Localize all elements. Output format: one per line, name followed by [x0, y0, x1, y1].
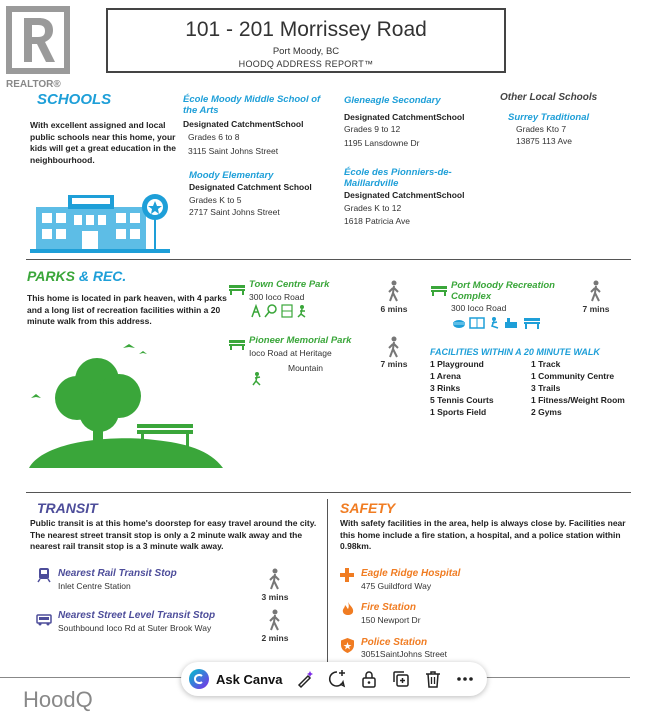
- park-bench-icon-2: [229, 337, 245, 355]
- park-pioneer-memorial-address-2: Mountain: [288, 363, 323, 373]
- park-town-centre-address: 300 Ioco Road: [249, 292, 305, 302]
- park-bench-icon-3: [431, 283, 447, 301]
- canva-toolbar: [181, 662, 487, 696]
- hospital-address: 475 Guildford Way: [361, 581, 432, 591]
- facilities-title: FACILITIES WITHIN A 20 MINUTE WALK: [430, 347, 600, 357]
- facilities-right-list: [531, 358, 625, 418]
- school-pionniers-grades: Grades K to 12: [344, 203, 402, 213]
- other-schools-title: Other Local Schools: [500, 92, 598, 103]
- walk-icon-rail: [268, 568, 282, 595]
- walk-icon-street: [268, 609, 282, 636]
- park-pioneer-amenity-icon: [251, 372, 263, 391]
- street-transit-name[interactable]: Nearest Street Level Transit Stop: [58, 610, 216, 621]
- school-moody-elementary-grades: Grades K to 5: [189, 195, 242, 205]
- school-moody-elementary-name[interactable]: Moody Elementary: [189, 170, 274, 181]
- school-building-icon: [28, 185, 178, 255]
- park-recreation-complex-address: 300 Ioco Road: [451, 303, 507, 313]
- safety-title: SAFETY: [340, 500, 396, 516]
- school-moody-middle-address: 3115 Saint Johns Street: [188, 146, 279, 156]
- park-tree-bench-icon: [25, 340, 225, 470]
- school-surrey-traditional-address: 13875 113 Ave: [516, 136, 572, 146]
- duplicate-icon[interactable]: [391, 669, 411, 689]
- facility-item: 5 Tennis Courts: [430, 395, 494, 405]
- address-header: [106, 8, 506, 73]
- divider-schools: [26, 259, 631, 260]
- walk-time-pioneer-memorial: 7 mins: [380, 359, 408, 369]
- ask-canva-label: Ask Canva: [216, 671, 283, 687]
- school-surrey-traditional-name[interactable]: Surrey Traditional: [508, 112, 590, 123]
- street-transit-place: Southbound Ioco Rd at Suter Brook Way: [58, 623, 212, 633]
- school-moody-elementary-type: Designated Catchment School: [189, 182, 312, 192]
- add-comment-icon[interactable]: [327, 669, 347, 689]
- transit-title: TRANSIT: [37, 500, 98, 516]
- fire-station-name[interactable]: Fire Station: [361, 602, 417, 613]
- school-moody-middle-grades: Grades 6 to 8: [188, 132, 240, 142]
- school-moody-elementary-address: 2717 Saint Johns Street: [189, 207, 280, 217]
- facility-item: 1 Arena: [430, 371, 461, 381]
- transit-intro: Public transit is at this home's doorstep for easy travel around the city. The nearest street transit stop is only a 2 minute walk away and the nearest rail transit stop is a 3 minute walk away.: [30, 518, 317, 551]
- parks-title-a: PARKS: [27, 268, 75, 284]
- rail-transit-place: Inlet Centre Station: [58, 581, 131, 591]
- walk-icon-recreation-complex: [589, 280, 603, 307]
- walk-icon-town-centre: [387, 280, 401, 307]
- divider-parks: [26, 492, 631, 493]
- walk-time-street: 2 mins: [261, 633, 289, 643]
- schools-title: SCHOOLS: [37, 91, 112, 108]
- report-label: HOODQ ADDRESS REPORT™: [238, 59, 374, 69]
- school-gleneagle-type: Designated CatchmentSchool: [344, 112, 465, 122]
- school-moody-middle-name[interactable]: École Moody Middle School of the Arts: [183, 94, 321, 116]
- fire-station-address: 150 Newport Dr: [361, 615, 421, 625]
- school-moody-middle-type: Designated CatchmentSchool: [183, 119, 304, 129]
- rail-transit-name[interactable]: Nearest Rail Transit Stop: [58, 568, 177, 579]
- realtor-label: REALTOR®: [6, 79, 61, 90]
- trash-icon[interactable]: [423, 669, 443, 689]
- school-gleneagle-grades: Grades 9 to 12: [344, 124, 401, 134]
- park-illustration: [25, 340, 225, 470]
- magic-pen-icon[interactable]: [295, 669, 315, 689]
- fire-icon: [342, 602, 354, 622]
- safety-intro: With safety facilities in the area, help is always close by. Facilities near this home include a fire station, a hospital, and a police station within 0.98km.: [340, 518, 626, 551]
- train-icon: [37, 567, 51, 588]
- address-city: Port Moody, BC: [272, 46, 340, 57]
- facility-item: 1 Fitness/Weight Room: [531, 395, 625, 405]
- park-bench-icon-1: [229, 282, 245, 300]
- walk-time-rail: 3 mins: [261, 592, 289, 602]
- hospital-name[interactable]: Eagle Ridge Hospital: [361, 568, 461, 579]
- facilities-left-list: [430, 358, 494, 418]
- facility-item: 2 Gyms: [531, 407, 562, 417]
- hoodq-logo: HoodQ: [23, 687, 93, 712]
- school-pionniers-name[interactable]: École des Pionniers-de-Maillardville: [344, 167, 452, 189]
- parks-title-b: & REC.: [74, 268, 127, 284]
- police-badge-icon: [341, 638, 354, 658]
- divider-vertical: [327, 499, 328, 671]
- school-pionniers-type: Designated CatchmentSchool: [344, 190, 465, 200]
- bus-icon: [36, 613, 52, 631]
- walk-time-recreation-complex: 7 mins: [582, 304, 610, 314]
- park-pioneer-memorial-address: Ioco Road at Heritage: [249, 348, 332, 358]
- facility-item: 1 Track: [531, 359, 561, 369]
- schools-intro: With excellent assigned and local public schools near this home, your kids will get a great education in the neighbourhood.: [30, 120, 176, 165]
- school-pionniers-address: 1618 Patricia Ave: [344, 216, 410, 226]
- school-illustration: [28, 185, 178, 255]
- park-pioneer-memorial-name[interactable]: Pioneer Memorial Park: [249, 335, 352, 346]
- recreation-amenity-icons: [452, 316, 542, 335]
- more-options-icon[interactable]: [455, 669, 475, 689]
- canva-logo-icon: [189, 669, 209, 689]
- realtor-logo: [4, 4, 72, 88]
- facility-item: 3 Rinks: [430, 383, 461, 393]
- park-recreation-complex-name[interactable]: Port Moody Recreation Complex: [451, 280, 555, 302]
- parks-title: [27, 268, 126, 284]
- lock-icon[interactable]: [359, 669, 379, 689]
- school-surrey-traditional-grades: Grades Kto 7: [516, 124, 567, 134]
- hospital-cross-icon: [340, 568, 354, 587]
- ask-canva-button[interactable]: [189, 669, 282, 689]
- realtor-r-icon: [4, 4, 72, 76]
- walk-time-town-centre: 6 mins: [380, 304, 408, 314]
- facility-item: 3 Trails: [531, 383, 561, 393]
- school-gleneagle-address: 1195 Lansdowne Dr: [344, 138, 420, 148]
- parks-intro: This home is located in park heaven, with 4 parks and a long list of recreation facilities within a 20 minute walk from this address.: [27, 293, 227, 326]
- facility-item: 1 Playground: [430, 359, 484, 369]
- park-town-centre-name[interactable]: Town Centre Park: [249, 279, 330, 290]
- facility-item: 1 Community Centre: [531, 371, 615, 381]
- police-station-name[interactable]: Police Station: [361, 637, 428, 648]
- police-station-address: 3051SaintJohns Street: [361, 649, 448, 659]
- school-gleneagle-name[interactable]: Gleneagle Secondary: [344, 95, 441, 106]
- facility-item: 1 Sports Field: [430, 407, 487, 417]
- park-town-centre-amenity-icons: [250, 304, 320, 323]
- address-title: 101 - 201 Morrissey Road: [185, 18, 427, 41]
